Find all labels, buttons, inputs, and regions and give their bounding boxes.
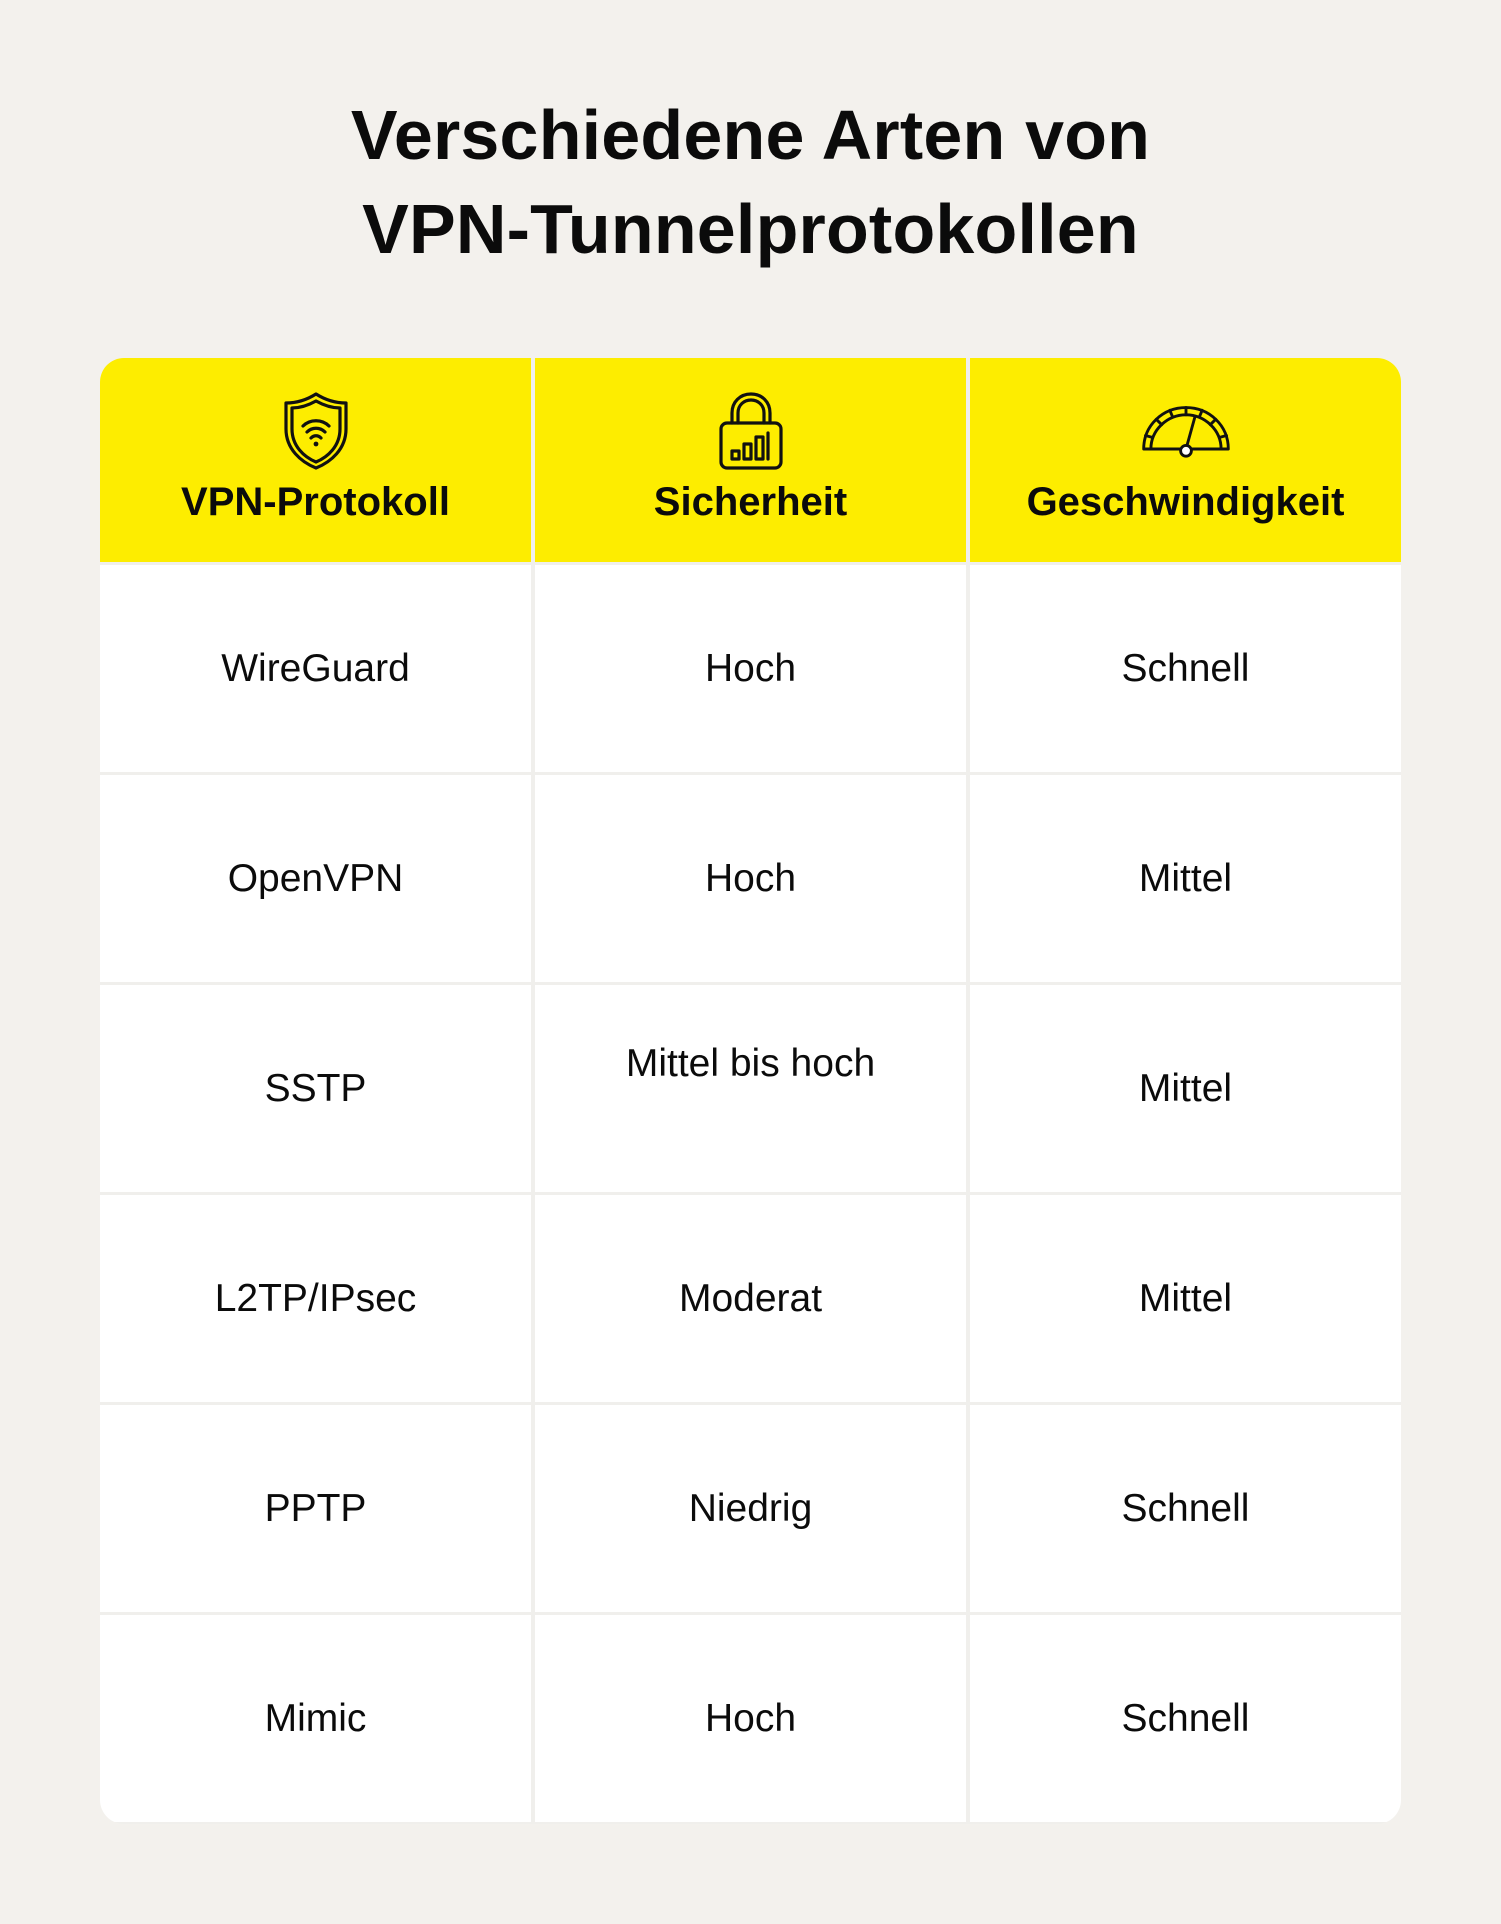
- cell-speed: Schnell: [970, 1615, 1401, 1822]
- cell-speed: Mittel: [970, 985, 1401, 1192]
- header-cell-speed: [970, 358, 1401, 562]
- cell-security: Hoch: [535, 565, 966, 772]
- cell-speed: Schnell: [970, 1405, 1401, 1612]
- padlock-signal-icon: [706, 390, 796, 472]
- cell-security: Niedrig: [535, 1405, 966, 1612]
- cell-security: Moderat: [535, 1195, 966, 1402]
- page-title: [0, 88, 1501, 276]
- header-label-protocol: VPN-Protokoll: [181, 480, 450, 524]
- cell-speed: Mittel: [970, 775, 1401, 982]
- speedometer-icon: [1141, 390, 1231, 472]
- cell-protocol: OpenVPN: [100, 775, 531, 982]
- shield-wifi-icon: [271, 390, 361, 472]
- cell-security: Mittel bis hoch: [535, 985, 966, 1192]
- cell-protocol: SSTP: [100, 985, 531, 1192]
- cell-protocol: L2TP/IPsec: [100, 1195, 531, 1402]
- cell-protocol: Mimic: [100, 1615, 531, 1822]
- cell-protocol: PPTP: [100, 1405, 531, 1612]
- header-label-security: Sicherheit: [653, 480, 848, 524]
- cell-speed: Schnell: [970, 565, 1401, 772]
- header-cell-protocol: [100, 358, 531, 562]
- cell-speed: Mittel: [970, 1195, 1401, 1402]
- page-title-line-1: Verschiedene Arten von: [350, 96, 1151, 174]
- table-grid: [100, 358, 1401, 1824]
- header-label-speed: Geschwindigkeit: [1026, 480, 1345, 524]
- cell-protocol: WireGuard: [100, 565, 531, 772]
- header-cell-security: [535, 358, 966, 562]
- cell-security: Hoch: [535, 1615, 966, 1822]
- protocol-comparison-table: [100, 358, 1401, 1824]
- page-title-line-2: VPN-Tunnelprotokollen: [362, 190, 1139, 268]
- cell-security: Hoch: [535, 775, 966, 982]
